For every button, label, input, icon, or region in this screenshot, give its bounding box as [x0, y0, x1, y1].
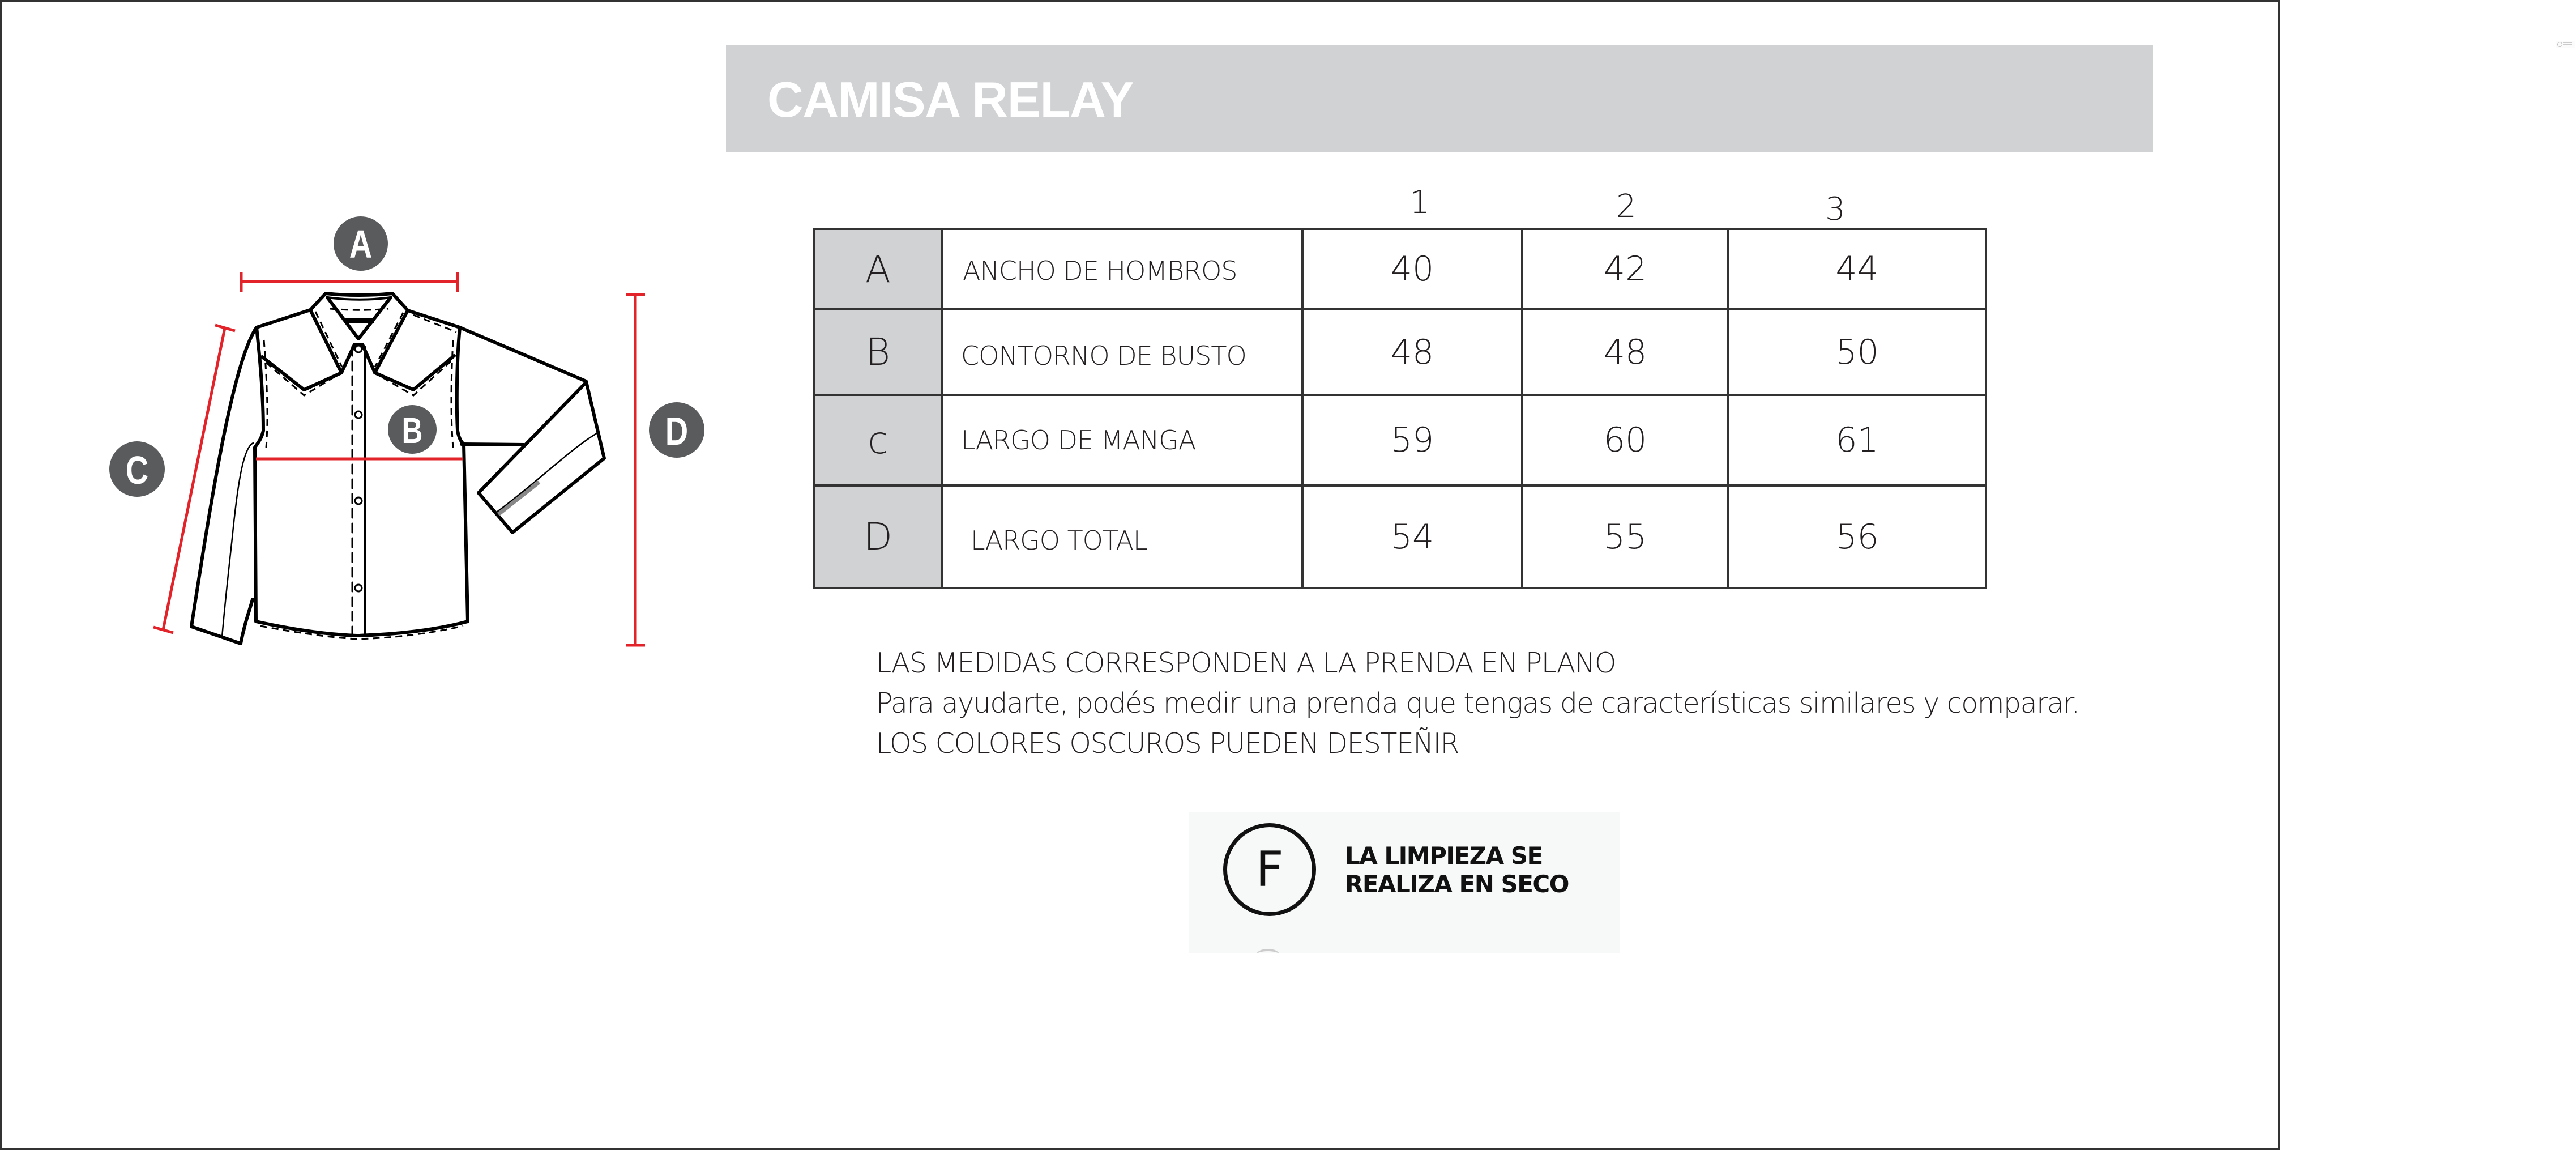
size-value: 48 [1302, 309, 1522, 395]
size-value: 56 [1728, 485, 1986, 588]
size-header-3: 3 [1825, 191, 1846, 228]
note-compare-garment: Para ayudarte, podés medir una prenda que tengas de características similares y comparar. [876, 687, 2079, 719]
shirt-outline-icon [191, 293, 604, 644]
size-value: 60 [1522, 395, 1728, 485]
row-label [942, 485, 1302, 588]
measurement-notes [876, 643, 2079, 764]
marker-b [388, 405, 437, 454]
row-label [942, 229, 1302, 309]
svg-text:D: D [665, 410, 689, 454]
marker-d [649, 402, 704, 458]
note-dark-colors: LOS COLORES OSCUROS PUEDEN DESTEÑIR [876, 727, 1459, 760]
size-value: 54 [1302, 485, 1522, 588]
size-header-1: 1 [1409, 184, 1430, 221]
care-thumbnail-icon [2556, 41, 2575, 48]
size-table [813, 228, 1987, 589]
size-value: 61 [1728, 395, 1986, 485]
shirt-measurement-diagram [0, 0, 736, 708]
size-value: 40 [1302, 229, 1522, 309]
product-title: CAMISA RELAY [767, 71, 1134, 127]
row-label-text: LARGO TOTAL [971, 525, 1147, 556]
row-code: c [814, 395, 942, 485]
row-code: B [814, 309, 942, 395]
title-banner [726, 45, 2153, 152]
row-label-text: LARGO DE MANGA [961, 425, 1196, 455]
care-instruction [1189, 812, 1620, 953]
row-label [942, 395, 1302, 485]
row-label-text: ANCHO DE HOMBROS [963, 255, 1237, 286]
svg-text:B: B [401, 411, 423, 452]
thumbnail-circle-icon [2557, 42, 2562, 47]
care-line-1: LA LIMPIEZA SE [1345, 842, 1543, 870]
size-value: 59 [1302, 395, 1522, 485]
row-label [942, 309, 1302, 395]
marker-a [334, 216, 388, 271]
table-row [814, 395, 1986, 485]
size-header-2: 2 [1616, 188, 1637, 225]
size-value: 44 [1728, 229, 1986, 309]
size-value: 55 [1522, 485, 1728, 588]
size-value: 48 [1522, 309, 1728, 395]
row-code: D [814, 485, 942, 588]
neck-label-icon [344, 318, 374, 323]
svg-text:A: A [349, 223, 373, 267]
table-row [814, 229, 1986, 309]
dry-clean-symbol: F [1255, 841, 1284, 898]
thumbnail-text-lines [2563, 42, 2572, 43]
button-icon [355, 346, 362, 591]
care-line-2: REALIZA EN SECO [1345, 870, 1569, 898]
note-flat-measurement: LAS MEDIDAS CORRESPONDEN A LA PRENDA EN PLANO [876, 647, 1616, 679]
row-code: A [814, 229, 942, 309]
svg-text:C: C [125, 449, 149, 493]
care-text [1345, 842, 1569, 898]
size-value: 50 [1728, 309, 1986, 395]
cuff-stitch-icon [498, 482, 539, 514]
marker-c [109, 441, 165, 497]
size-value: 42 [1522, 229, 1728, 309]
row-label-text: CONTORNO DE BUSTO [961, 340, 1246, 371]
table-row [814, 485, 1986, 588]
cropped-icon-fragment [1257, 949, 1279, 953]
table-row [814, 309, 1986, 395]
dry-clean-icon [1223, 823, 1316, 916]
